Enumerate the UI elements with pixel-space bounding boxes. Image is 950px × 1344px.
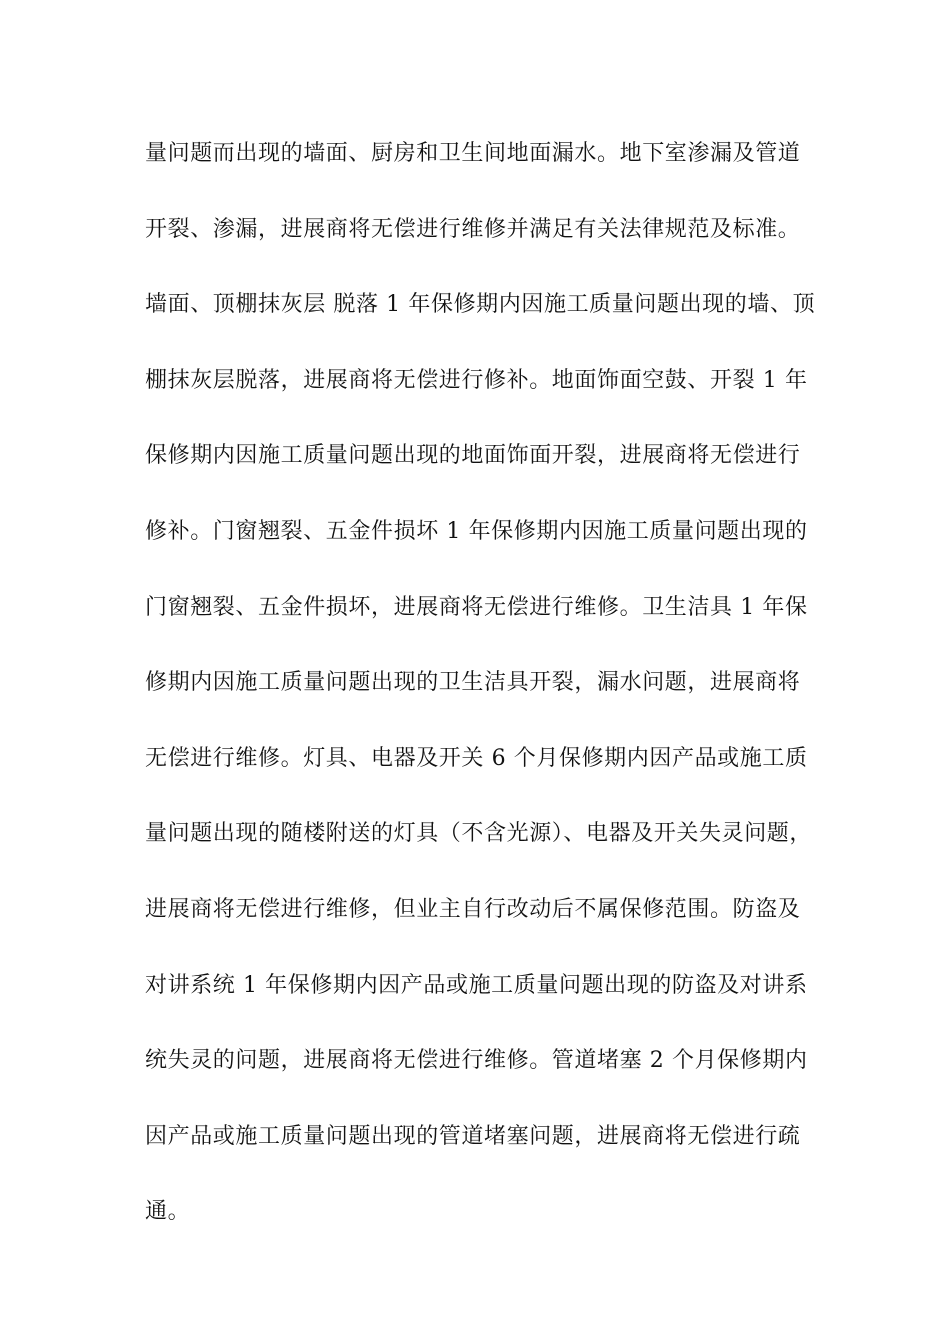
text-line-11: 进展商将无偿进行维修，但业主自行改动后不属保修范围。防盗及 [145, 896, 801, 922]
text-line-13: 统失灵的问题，进展商将无偿进行维修。管道堵塞 2 个月保修期内 [145, 1048, 808, 1074]
text-line-1: 量问题而出现的墙面、厨房和卫生间地面漏水。地下室渗漏及管道 [145, 141, 801, 166]
text-line-15: 通。 [145, 1199, 191, 1225]
text-line-5: 保修期内因施工质量问题出现的地面饰面开裂，进展商将无偿进行 [145, 443, 801, 469]
text-line-10: 量问题出现的随楼附送的灯具（不含光源）、电器及开关失灵问题， [145, 821, 813, 847]
text-line-12: 对讲系统 1 年保修期内因产品或施工质量问题出现的防盗及对讲系 [145, 972, 808, 998]
text-line-7: 门窗翘裂、五金件损坏，进展商将无偿进行维修。卫生洁具 1 年保 [145, 594, 808, 620]
text-line-3: 墙面、顶棚抹灰层 脱落 1 年保修期内因施工质量问题出现的墙、顶 [145, 292, 816, 318]
text-line-4: 棚抹灰层脱落，进展商将无偿进行修补。地面饰面空鼓、开裂 1 年 [145, 367, 808, 393]
text-line-14: 因产品或施工质量问题出现的管道堵塞问题，进展商将无偿进行疏 [145, 1123, 801, 1149]
text-line-2: 开裂、渗漏，进展商将无偿进行维修并满足有关法律规范及标准。 [145, 216, 801, 242]
body-paragraph [145, 132, 815, 1266]
text-line-9: 无偿进行维修。灯具、电器及开关 6 个月保修期内因产品或施工质 [145, 745, 808, 771]
text-line-6: 修补。门窗翘裂、五金件损坏 1 年保修期内因施工质量问题出现的 [145, 518, 808, 544]
text-line-8: 修期内因施工质量问题出现的卫生洁具开裂，漏水问题，进展商将 [145, 670, 801, 696]
